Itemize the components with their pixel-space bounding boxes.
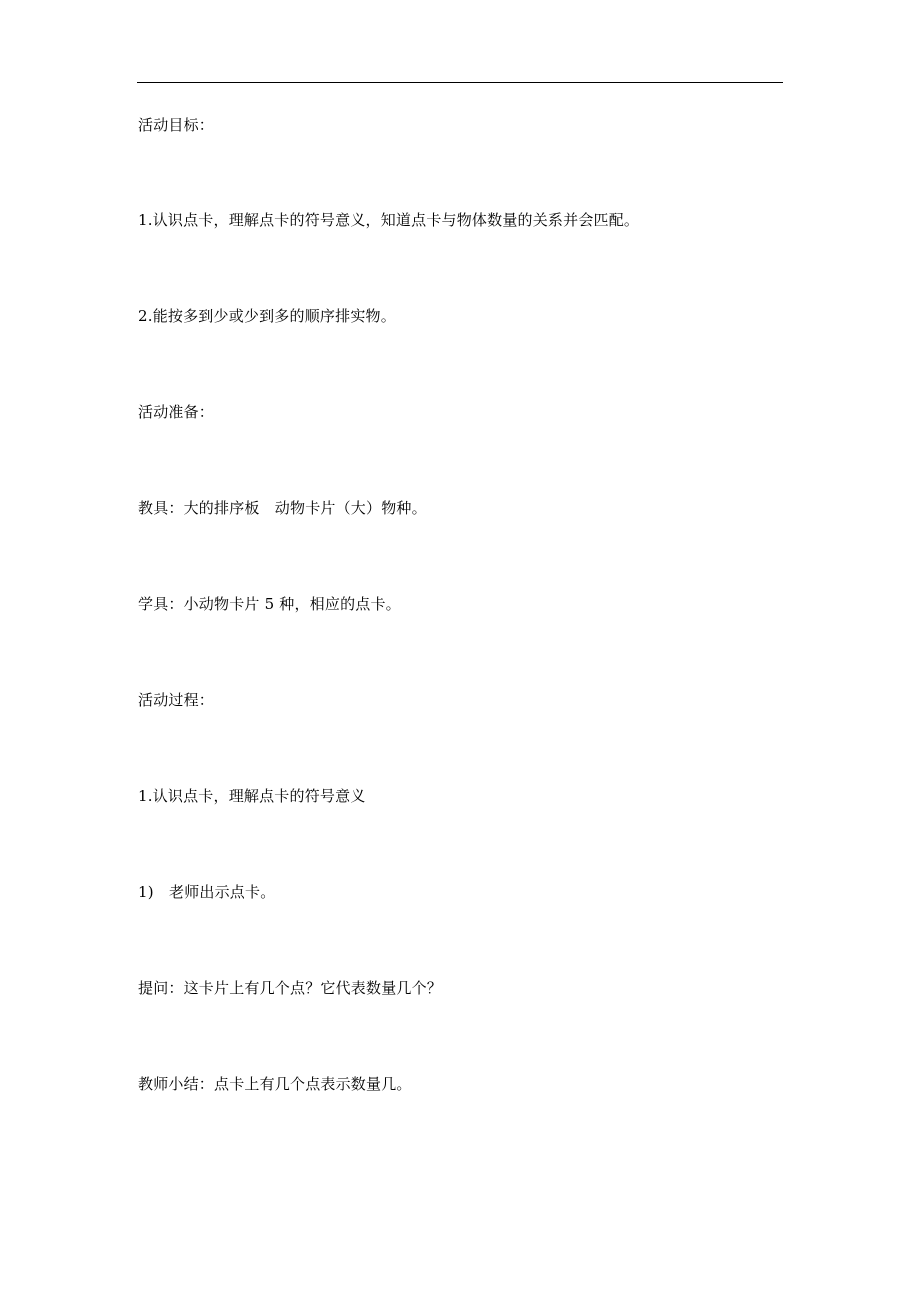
heading-activity-preparation: 活动准备： bbox=[138, 403, 215, 421]
goal-item-1: 1.认识点卡，理解点卡的符号意义，知道点卡与物体数量的关系并会匹配。 bbox=[138, 211, 640, 229]
heading-activity-process: 活动过程： bbox=[138, 691, 215, 709]
heading-activity-goals: 活动目标： bbox=[138, 116, 215, 134]
process-step-1: 1.认识点卡，理解点卡的符号意义 bbox=[138, 787, 366, 805]
teaching-aids-line: 教具：大的排序板 动物卡片（大）物种。 bbox=[138, 499, 427, 517]
goal-item-2: 2.能按多到少或少到多的顺序排实物。 bbox=[138, 307, 396, 325]
process-substep-1: 1) 老师出示点卡。 bbox=[138, 883, 276, 901]
question-line: 提问：这卡片上有几个点？它代表数量几个？ bbox=[138, 979, 443, 997]
header-rule bbox=[137, 82, 783, 83]
learning-aids-line: 学具：小动物卡片 5 种，相应的点卡。 bbox=[138, 595, 401, 613]
teacher-summary-line: 教师小结：点卡上有几个点表示数量几。 bbox=[138, 1075, 412, 1093]
